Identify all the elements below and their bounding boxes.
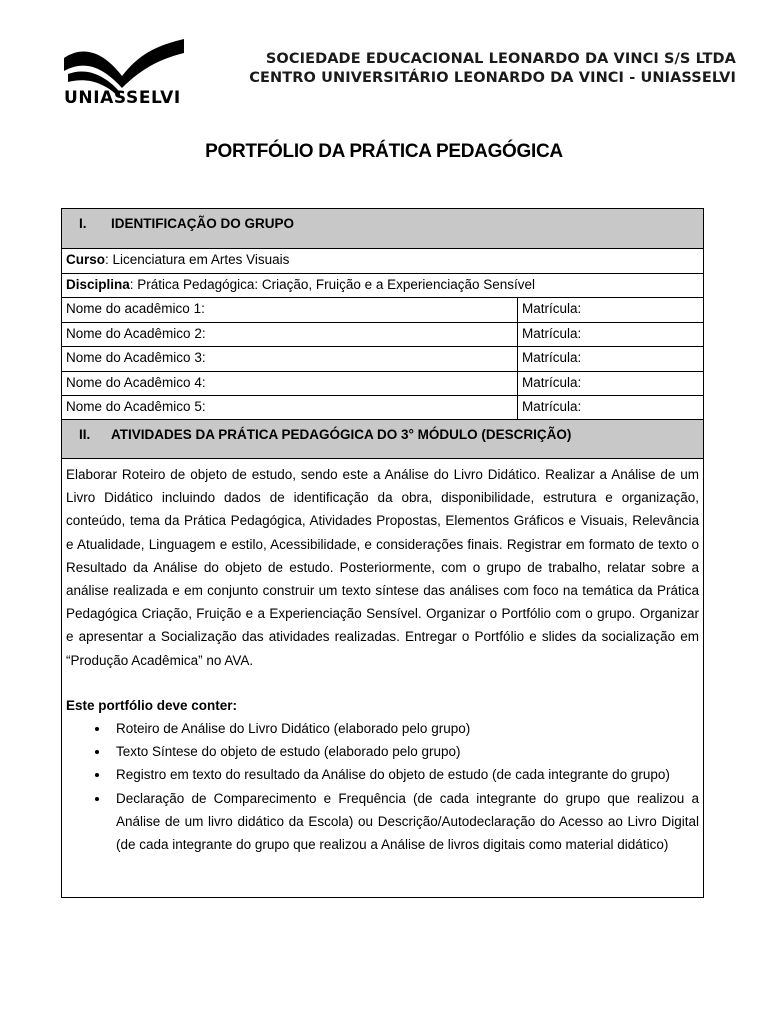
discipline-label: Disciplina (66, 277, 130, 292)
portfolio-form (61, 208, 704, 898)
logo-text: UNIASSELVI (64, 88, 181, 108)
list-item: • Registro em texto do resultado da Análise do objeto de estudo (de cada integrante do grupo) (110, 763, 699, 786)
section-2-header (62, 419, 703, 458)
student-reg-2: Matrícula: (522, 326, 582, 341)
org-line-2: CENTRO UNIVERSITÁRIO LEONARDO DA VINCI - UNIASSELVI (249, 70, 736, 86)
discipline-value: : Prática Pedagógica: Criação, Fruição e a Experienciação Sensível (129, 277, 535, 292)
student-name-2: Nome do Acadêmico 2: (66, 326, 206, 341)
discipline-row (62, 273, 703, 297)
page-title: PORTFÓLIO DA PRÁTICA PEDAGÓGICA (205, 141, 563, 162)
student-name-1: Nome do acadêmico 1: (66, 301, 205, 316)
section-1-header (62, 209, 703, 248)
student-reg-5: Matrícula: (522, 399, 582, 414)
section-2-number: II. (79, 427, 91, 442)
student-row-5 (62, 395, 703, 419)
contents-heading: Este portfólio deve conter: (66, 697, 238, 713)
contents-list (66, 717, 699, 856)
section-1-label: IDENTIFICAÇÃO DO GRUPO (111, 216, 295, 231)
student-row-1 (62, 297, 703, 322)
student-name-4: Nome do Acadêmico 4: (66, 375, 206, 390)
list-item: • Roteiro de Análise do Livro Didático (elaborado pelo grupo) (110, 717, 699, 740)
activity-description: Elaborar Roteiro de objeto de estudo, sendo este a Análise do Livro Didático. Realizar a Análise de um Livro Didático incluindo dados de identificação da obra, disponibilidade, estrutura e organização, conteúdo, tema da Prática Pedagógica, Atividades Propostas, Elementos Gráficos e Visuais, Relevância e Atualidade, Linguagem e estilo, Acessibilidade, e considerações finais. Registrar em formato de texto o Resultado da Análise do objeto de estudo. Posteriormente, com o grupo de trabalho, relatar sobre a análise realizada e em conjunto construir um texto síntese das análises com foco na temática da Prática Pedagógica Criação, Fruição e a Experienciação Sensível. Organizar o Portfólio com o grupo. Organizar e apresentar a Socialização das atividades realizadas. Entregar o Portfólio e slides da socialização em “Produção Acadêmica” no AVA. (66, 467, 699, 668)
list-item: • Texto Síntese do objeto de estudo (elaborado pelo grupo) (110, 740, 699, 763)
section-2-label: ATIVIDADES DA PRÁTICA PEDAGÓGICA DO 3° MÓDULO (DESCRIÇÃO) (111, 427, 572, 442)
organization-header (249, 50, 736, 88)
student-reg-4: Matrícula: (522, 375, 582, 390)
student-row-4 (62, 371, 703, 395)
student-name-3: Nome do Acadêmico 3: (66, 350, 206, 365)
student-row-2 (62, 322, 703, 346)
description-row (62, 458, 703, 897)
org-line-1: SOCIEDADE EDUCACIONAL LEONARDO DA VINCI S/S LTDA (265, 51, 736, 67)
student-reg-1: Matrícula: (522, 301, 582, 316)
list-item: • Declaração de Comparecimento e Frequência (de cada integrante do grupo que realizou a Análise de um livro didático da Escola) ou Descrição/Autodeclaração do Acesso ao Livro Digital (de cada integrante do grupo que realizou a Análise de livros digitais como material didático) (110, 787, 699, 857)
student-name-5: Nome do Acadêmico 5: (66, 399, 206, 414)
course-row (62, 248, 703, 273)
course-value: : Licenciatura em Artes Visuais (105, 252, 290, 267)
student-row-3 (62, 346, 703, 371)
student-reg-3: Matrícula: (522, 350, 582, 365)
section-1-number: I. (79, 216, 87, 231)
course-label: Curso (66, 252, 106, 267)
